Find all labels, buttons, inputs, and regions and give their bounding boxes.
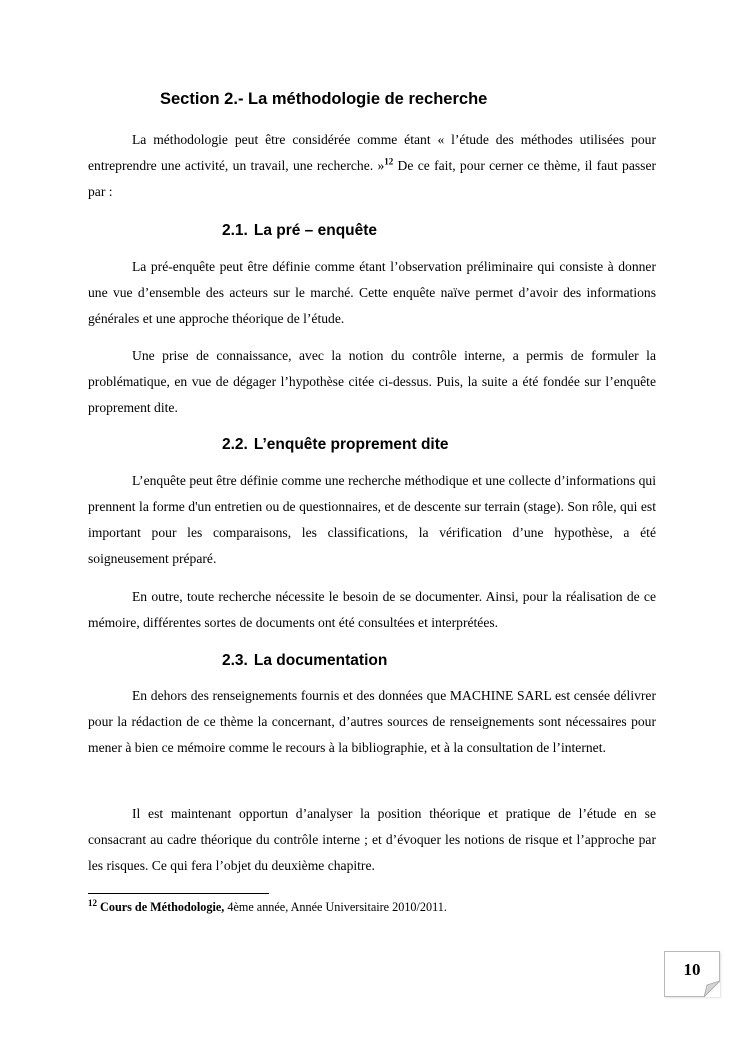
footnote bbox=[88, 897, 447, 915]
footnote-separator bbox=[88, 893, 269, 894]
paragraph-documentation-1: En dehors des renseignements fournis et des données que MACHINE SARL est censée délivrer pour la rédaction de ce thème la concernant, d’autres sources de renseignements sont nécessaires pour mener à bien ce mémoire comme le recours à la bibliographie, et à la consultation de l’internet. bbox=[88, 688, 656, 755]
subsection-number: 2.2. bbox=[222, 436, 248, 453]
intro-paragraph bbox=[88, 127, 656, 205]
footnote-source-title: Cours de Méthodologie, bbox=[100, 900, 225, 914]
subsection-title-pre-enquete bbox=[222, 222, 377, 240]
footnote-source-details: 4ème année, Année Universitaire 2010/2011. bbox=[224, 900, 447, 914]
subsection-title-text: L’enquête proprement dite bbox=[253, 436, 449, 453]
subsection-title-documentation bbox=[222, 652, 387, 670]
subsection-title-enquete bbox=[222, 436, 449, 454]
footnote-number: 12 bbox=[88, 897, 97, 908]
paragraph-documentation-2: Il est maintenant opportun d’analyser la position théorique et pratique de l’étude en se consacrant au cadre théorique du contrôle interne ; et d’évoquer les notions de risque et l’approche par les risques. Ce qui fera l’objet du deuxième chapitre. bbox=[88, 806, 656, 873]
paragraph-enquete-2: En outre, toute recherche nécessite le besoin de se documenter. Ainsi, pour la réalisation de ce mémoire, différentes sortes de documents ont été consultées et interprétées. bbox=[88, 589, 656, 630]
page-curl-icon bbox=[704, 981, 720, 997]
paragraph-enquete-1: L’enquête peut être définie comme une recherche méthodique et une collecte d’informations qui prennent la forme d'un entretien ou de questionnaires, et de descente sur terrain (stage). Son rôle, qui est important pour les comparaisons, les classifications, la vérification d’une hypothèse, a été soigneusement préparé. bbox=[88, 473, 656, 566]
intro-text: La méthodologie peut être considérée comme étant « l’étude des méthodes utilisées pour entreprendre une activité, un travail, une recherche. » bbox=[88, 132, 656, 173]
intro-text-continued: De ce fait, pour cerner ce thème, il faut passer par : bbox=[88, 158, 656, 199]
subsection-title-text: La pré – enquête bbox=[253, 222, 378, 239]
page-number: 10 bbox=[683, 960, 701, 979]
subsection-number: 2.3. bbox=[222, 652, 248, 669]
subsection-number: 2.1. bbox=[222, 222, 248, 239]
footnote-reference[interactable]: 12 bbox=[384, 156, 394, 167]
page-number-box bbox=[664, 951, 720, 997]
section-title: Section 2.- La méthodologie de recherche bbox=[160, 90, 488, 108]
paragraph-pre-enquete-2: Une prise de connaissance, avec la notion du contrôle interne, a permis de formuler la problématique, en vue de dégager l’hypothèse citée ci-dessus. Puis, la suite a été fondée sur l’enquête proprement dite. bbox=[88, 348, 656, 415]
paragraph-pre-enquete-1: La pré-enquête peut être définie comme étant l’observation préliminaire qui consiste à donner une vue d’ensemble des acteurs sur le marché. Cette enquête naïve permet d’avoir des informations générales et une approche théorique de l’étude. bbox=[88, 259, 656, 326]
subsection-title-text: La documentation bbox=[253, 652, 388, 669]
